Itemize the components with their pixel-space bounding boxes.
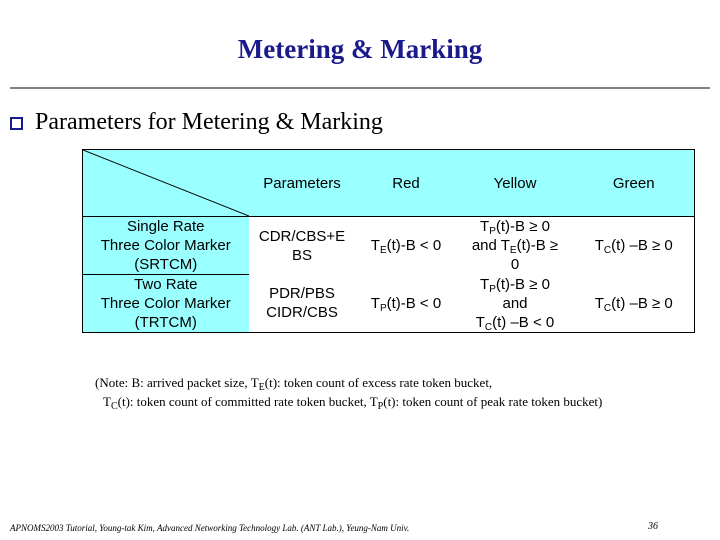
- table-row: [83, 217, 695, 275]
- green-cell: $T_C(t) -B \ge 0$: [574, 217, 695, 275]
- table-header-row: [83, 150, 695, 217]
- bullet-text: Parameters for Metering & Marking: [35, 109, 383, 135]
- header-red: Red: [356, 150, 457, 217]
- diagonal-line: [83, 150, 249, 216]
- green-cell: $T_C(t) -B \ge 0$: [574, 275, 695, 333]
- parameters-cell: PDR/PBS CIDR/CBS: [249, 275, 356, 333]
- header-green: Green: [574, 150, 695, 217]
- red-cell: $T_P(t)-B < 0$: [356, 275, 457, 333]
- parameters-cell: CDR/CBS+E BS: [258, 227, 346, 264]
- square-bullet-icon: [10, 117, 23, 130]
- yellow-cell: $T_P(t)-B \ge 0$ and $T_E(t)-B$ ≥ 0: [471, 218, 559, 274]
- footnote-line-1: (Note: B: arrived packet size, $T_E(t)$: token count of excess rate token bucket,: [95, 375, 493, 393]
- row-label: Two Rate Three Color Marker (TRTCM): [83, 275, 249, 333]
- bullet-item: [10, 109, 383, 136]
- row-label: Single Rate Three Color Marker (SRTCM): [83, 217, 249, 275]
- title-divider: [10, 87, 710, 89]
- page-number: 36: [648, 521, 658, 532]
- footnote-line-2: $T_C(t)$: token count of committed rate token bucket, $T_P(t)$: token count of peak rate token bucket): [103, 394, 603, 412]
- slide-title: Metering & Marking: [237, 34, 483, 64]
- header-parameters: Parameters: [249, 150, 356, 217]
- footer-text: APNOMS2003 Tutorial, Young-tak Kim, Advanced Networking Technology Lab. (ANT Lab.), Yeung-Nam Univ.: [10, 523, 410, 533]
- table-row: [83, 275, 695, 333]
- header-yellow: Yellow: [457, 150, 574, 217]
- footnote: [95, 373, 695, 411]
- corner-header-cell: [83, 150, 249, 217]
- yellow-cell: $T_P(t)-B \ge 0$ and $T_C(t) -B < 0$: [457, 275, 574, 333]
- red-cell: $T_E(t)-B < 0$: [370, 237, 442, 257]
- parameters-table: [82, 149, 695, 333]
